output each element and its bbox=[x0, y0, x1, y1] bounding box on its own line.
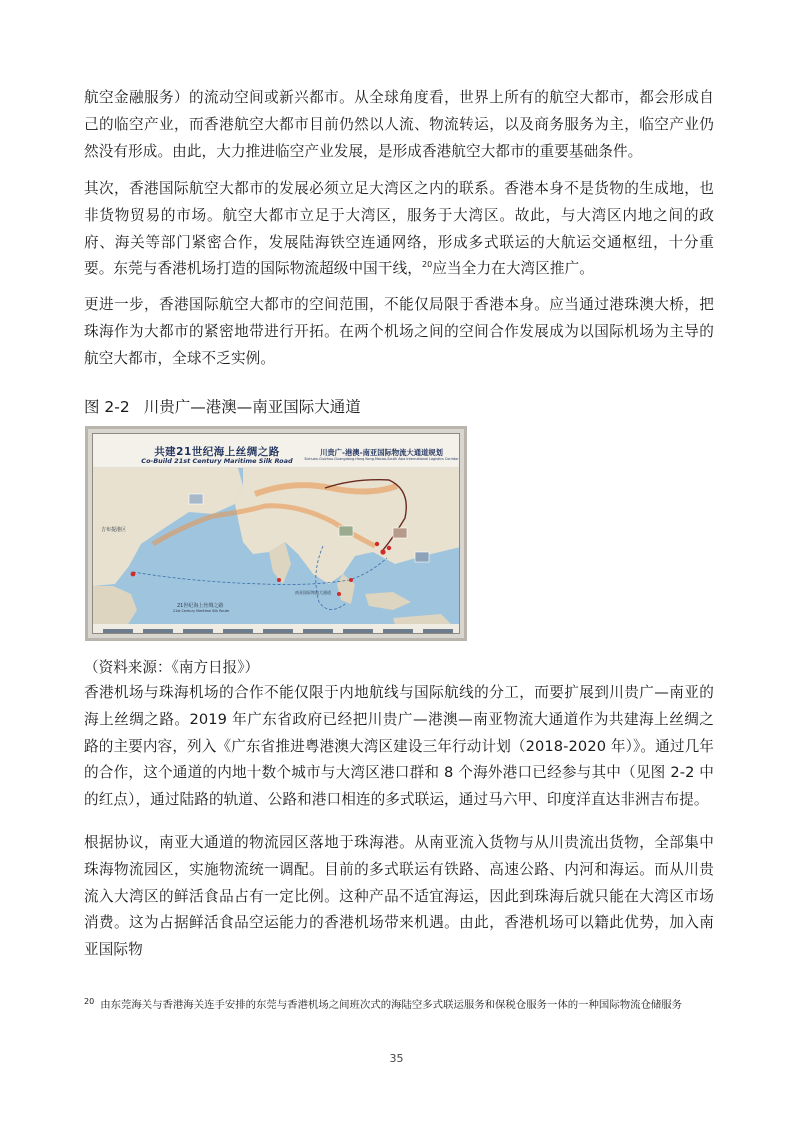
paragraph-2-text: 其次，香港国际航空大都市的发展必须立足大湾区之内的联系。香港本身不是货物的生成地，也非货物贸易的市场。航空大都市立足于大湾区，服务于大湾区。故此，与大湾区内地之间的政府、海关等部门紧密合作，发展陆海铁空连通网络，形成多式联运的大航运交通枢纽，十分重要。东莞与香港机场打造的国际物流超级中国干线， bbox=[84, 180, 714, 278]
figure-source: （资料来源：《南方日报》） bbox=[84, 659, 260, 676]
photo-thumbnail bbox=[339, 526, 353, 536]
footnote-text: 由东莞海关与香港海关连手安排的东莞与香港机场之间班次式的海陆空多式联运服务和保税仓服务一体的一种国际物流仓储服务 bbox=[100, 999, 683, 1011]
footnote bbox=[84, 995, 714, 1015]
port-dot bbox=[131, 572, 136, 577]
port-dot bbox=[375, 542, 379, 546]
port-dot bbox=[337, 592, 341, 596]
paragraph-2 bbox=[84, 176, 714, 283]
photo-thumbnail bbox=[189, 494, 203, 504]
port-dot bbox=[277, 578, 281, 582]
figure-number: 图 2-2 bbox=[84, 398, 130, 416]
paragraph-1: 航空金融服务）的流动空间或新兴都市。从全球角度看，世界上所有的航空大都市，都会形成自己的临空产业，而香港航空大都市目前仍然以人流、物流转运，以及商务服务为主，临空产业仍然没有形成。由此，大力推进临空产业发展，是形成香港航空大都市的重要基础条件。 bbox=[84, 89, 714, 160]
map-title-en: Co-Build 21st Century Maritime Silk Road bbox=[141, 457, 293, 465]
paragraph-2-tail: 应当全力在大湾区推广。 bbox=[432, 260, 594, 278]
map-corridor-title: 川贵广-港澳-南亚国际物流大通道规划 bbox=[320, 448, 443, 457]
footnote-reference[interactable]: 20 bbox=[421, 260, 433, 270]
port-dot bbox=[380, 549, 385, 554]
figure-title: 川贵广—港澳—南亚国际大通道 bbox=[143, 398, 361, 416]
map-label-djibouti: 吉布提港区 bbox=[101, 527, 127, 533]
figure-caption bbox=[84, 395, 361, 417]
port-dot bbox=[387, 546, 391, 550]
paragraph-3: 更进一步，香港国际航空大都市的空间范围，不能仅局限于香港本身。应当通过港珠澳大桥，把珠海作为大都市的紧密地带进行开拓。在两个机场之间的空间合作发展成为以国际机场为主导的航空大都市，全球不乏实例。 bbox=[84, 296, 714, 367]
page-number: 35 bbox=[389, 1052, 404, 1065]
paragraph-4: 香港机场与珠海机场的合作不能仅限于内地航线与国际航线的分工，而要扩展到川贵广—南亚的海上丝绸之路。2019 年广东省政府已经把川贵广—港澳—南亚物流大通道作为共建海上丝绸之路的主要内容，列入《广东省推进粤港澳大湾区建设三年行动计划（2018-2020 年）》。通过几年的合作，这个通道的内地十数个城市与大湾区港口群和 8 个海外港口已经参与其中（见图 2-2 中的红点），通过陆路的轨道、公路和港口相连的多式联运，通过马六甲、印度洋直达非洲吉布提。 bbox=[84, 684, 714, 809]
map-corridor-subtitle: Sichuan-Guizhou-Guangdong-Hong Kong-Macao-South Asia International Logistics Corridor bbox=[304, 457, 459, 461]
map-label-route: 21世纪海上丝绸之路 bbox=[177, 603, 224, 609]
photo-thumbnail bbox=[415, 552, 429, 562]
silk-road-map bbox=[85, 426, 467, 641]
map-title-cn: 共建21世纪海上丝绸之路 bbox=[154, 446, 280, 458]
map-image bbox=[92, 433, 460, 634]
footnote-number: 20 bbox=[84, 996, 95, 1006]
map-label-route-en: 21st Century Maritime Silk Route bbox=[173, 609, 230, 613]
port-dot bbox=[349, 578, 353, 582]
sponsor-logos bbox=[103, 629, 453, 633]
photo-thumbnail bbox=[393, 528, 407, 538]
paragraph-5: 根据协议，南亚大通道的物流园区落地于珠海港。从南亚流入货物与从川贵流出货物，全部集中珠海物流园区，实施物流统一调配。目前的多式联运有铁路、高速公路、内河和海运。而从川贵流入大湾区的鲜活食品占有一定比例。这种产品不适宜海运，因此到珠海后就只能在大湾区市场消费。这为占据鲜活食品空运能力的香港机场带来机遇。由此，香港机场可以籍此优势，加入南亚国际物 bbox=[84, 834, 714, 959]
map-label-corridor: 南亚国际物流大通道 bbox=[295, 590, 331, 595]
